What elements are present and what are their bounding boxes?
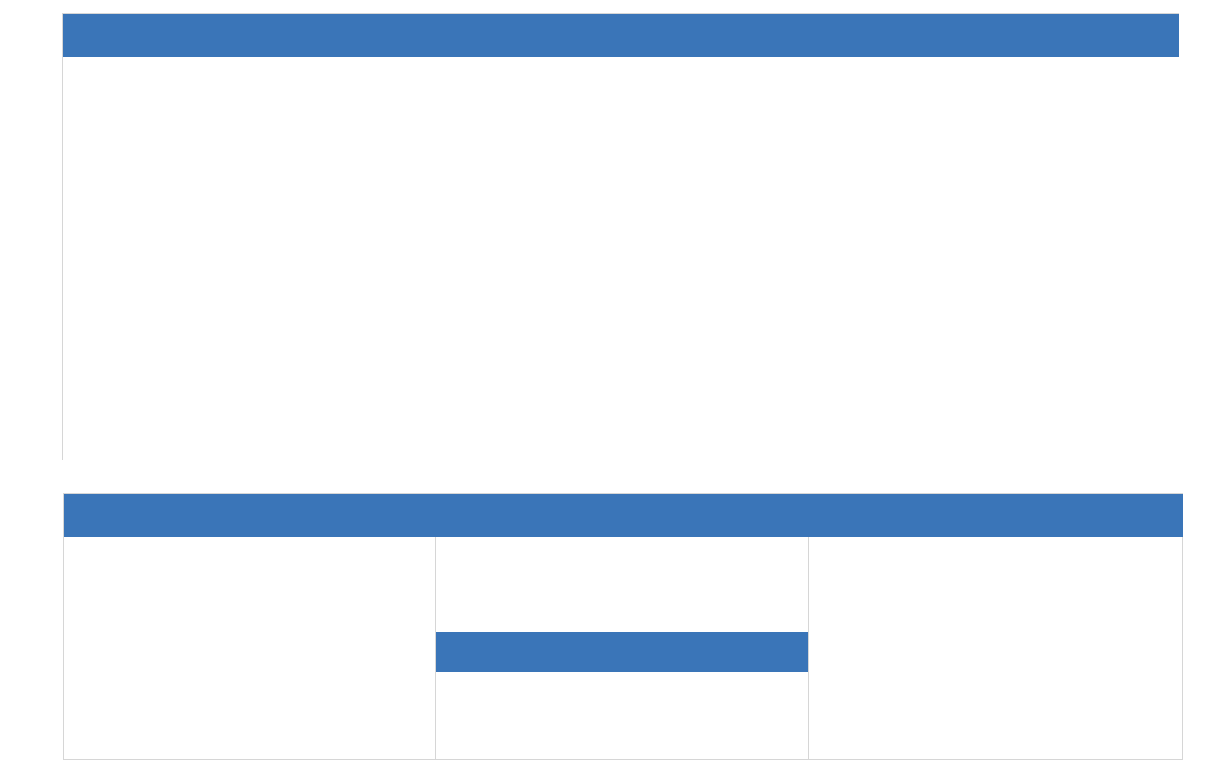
course-table-main [62,13,1179,460]
header-it [436,494,809,537]
it-courses-area [436,537,808,632]
it-cell [436,537,809,760]
college-preparation-subheader [436,632,808,672]
header-science [955,14,1179,57]
header-ap-courses [809,494,1183,537]
header-corner [63,14,173,57]
foreign-language-cell [64,537,436,760]
header-social-studies [731,14,955,57]
header-foreign-language [64,494,436,537]
header-english [173,14,452,57]
ap-courses-cell [809,537,1183,760]
header-mathematics [452,14,731,57]
course-table-secondary [63,493,1183,760]
